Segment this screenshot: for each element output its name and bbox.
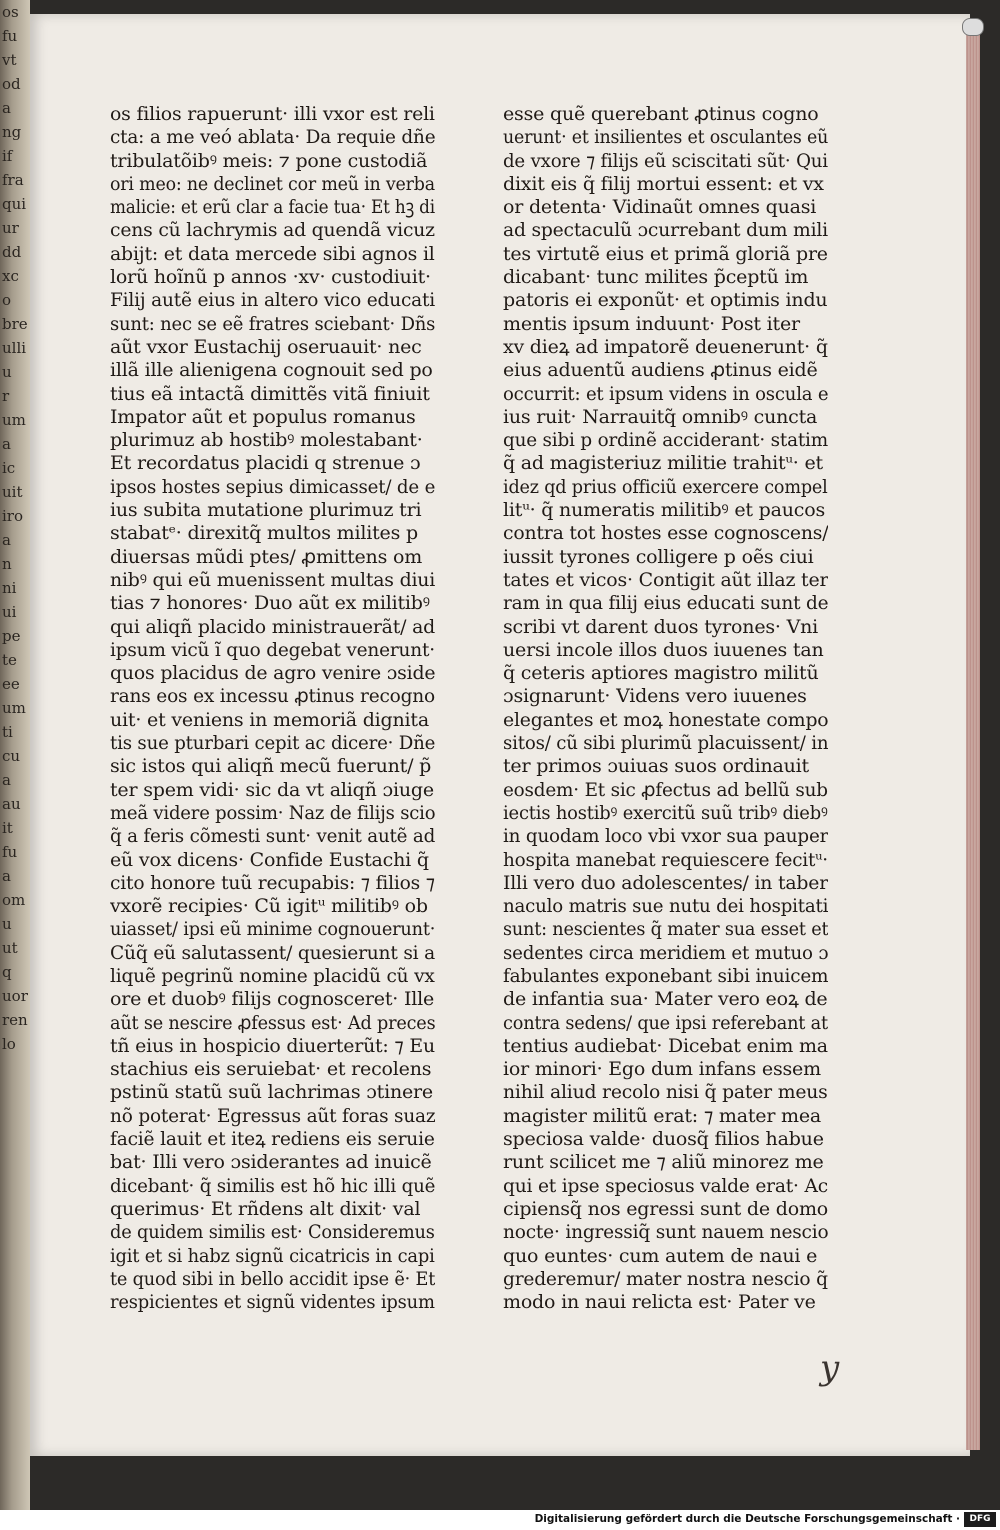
- facing-page-fragment: pe: [2, 627, 21, 645]
- text-line: te quod sibi in bello accidit ipse ẽ· Et: [110, 1267, 435, 1290]
- text-line: nocte· ingressiq̃ sunt nauem nescio: [503, 1221, 828, 1244]
- facing-page-fragment: qui: [2, 195, 27, 213]
- text-line: diuersas mũdi ptes/ ꝓmittens om: [110, 545, 423, 568]
- signature-mark: y: [820, 1348, 840, 1388]
- facing-page-fragment: q: [2, 963, 12, 981]
- text-line: Cũq̃ eũ salutassent/ quesierunt si a: [110, 941, 435, 964]
- text-line: elegantes et moꝝ honestate compo: [503, 708, 828, 731]
- facing-page-fragment: od: [2, 75, 21, 93]
- facing-page-fragment: a: [2, 531, 11, 549]
- text-line: bat· Illi vero ɔsiderantes ad inuicẽ: [110, 1151, 432, 1174]
- text-line: ter spem vidi· sic da vt aliqñ ɔiuge: [110, 778, 434, 801]
- text-line: sunt: nescientes q̃ mater sua esset et: [503, 918, 828, 941]
- text-line: vxorẽ recipies· Cũ igitᵘ militibꝰ ob: [110, 895, 428, 918]
- text-line: uit· et veniens in memoriã dignita: [110, 708, 429, 731]
- text-line: uerunt· et insilientes et osculantes eũ: [503, 126, 828, 149]
- text-line: lorũ hoĩnũ p annos ·xv· custodiuit·: [110, 266, 431, 289]
- text-line: mentis ipsum induunt· Post iter: [503, 312, 800, 335]
- text-line: ius subita mutatione plurimuz tri: [110, 499, 422, 522]
- text-line: naculo matris sue nutu dei hospitati: [503, 895, 828, 918]
- text-line: rans eos ex incessu ꝓtinus recogno: [110, 685, 435, 708]
- text-line: iussit tyrones colligere p oẽs ciui: [503, 545, 814, 568]
- text-line: cipiensq̃ nos egressi sunt de domo: [503, 1197, 828, 1220]
- text-column-left: [110, 103, 435, 1314]
- facing-page-fragment: ulli: [2, 339, 27, 357]
- text-line: contra tot hostes esse cognoscens/: [503, 522, 828, 545]
- text-line: liquẽ pegrinũ nomine placidũ cũ vx: [110, 964, 435, 987]
- text-line: scribi vt darent duos tyrones· Vni: [503, 615, 819, 638]
- text-line: tñ eius in hospicio diuerterũt: ⁊ Eu: [110, 1034, 435, 1057]
- text-line: pstinũ statũ suũ lachrimas ɔtinere: [110, 1081, 433, 1104]
- facing-page-fragment: ui: [2, 603, 17, 621]
- text-line: nihil aliud recolo nisi q̃ pater meus: [503, 1081, 828, 1104]
- text-line: aũt se nescire ꝓfessus est· Ad preces: [110, 1011, 435, 1034]
- funding-credit: Digitalisierung gefördert durch die Deutsche Forschungsgemeinschaft ·: [534, 1513, 960, 1525]
- text-line: cito honore tuũ recupabis: ⁊ filios ⁊: [110, 871, 435, 894]
- facing-page-fragment: vt: [2, 51, 17, 69]
- facing-page-fragment: a: [2, 771, 11, 789]
- text-line: faciẽ lauit et iteꝝ rediens eis seruie: [110, 1128, 435, 1151]
- text-line: nibꝰ qui eũ muenissent multas diui: [110, 568, 435, 591]
- text-line: tates et vicos· Contigit aũt illaz ter: [503, 568, 828, 591]
- text-line: que sibi p ordinẽ acciderant· statim: [503, 429, 828, 452]
- text-line: quos placidus de agro venire ɔside: [110, 662, 435, 685]
- text-line: stabatᵉ· direxitq̃ multos milites p: [110, 522, 418, 545]
- text-line: plurimuz ab hostibꝰ molestabant·: [110, 429, 423, 452]
- text-line: tius eã intactã dimittẽs vitã finiuit: [110, 382, 430, 405]
- text-line: eosdem· Et sic ꝓfectus ad bellũ sub: [503, 778, 828, 801]
- corner-tab-mark: [962, 18, 984, 36]
- facing-page-fragment: a: [2, 867, 11, 885]
- text-line: Et recordatus placidi q strenue ɔ: [110, 452, 421, 475]
- facing-page-fragment: ee: [2, 675, 20, 693]
- text-line: dicabant· tunc milites p̃ceptũ im: [503, 266, 809, 289]
- text-line: stachius eis seruiebat· et recolens: [110, 1058, 432, 1081]
- text-line: de quidem similis est· Consideremus: [110, 1221, 435, 1244]
- text-line: ipsos hostes sepius dimicasset/ de e: [110, 475, 435, 498]
- facing-page-fragment: dd: [2, 243, 22, 261]
- text-line: runt scilicet me ⁊ aliũ minorez me: [503, 1151, 824, 1174]
- text-line: malicie: et erũ clar a facie tua· Et hꝫ di: [110, 196, 435, 219]
- facing-page-fragment: ti: [2, 723, 13, 741]
- text-line: de vxore ⁊ filijs eũ sciscitati sũt· Qui: [503, 149, 828, 172]
- facing-page-fragment: a: [2, 435, 11, 453]
- dfg-logo: DFG: [964, 1512, 996, 1527]
- text-line: fabulantes exponebant sibi inuicem: [503, 964, 828, 987]
- facing-page-fragment: om: [2, 891, 26, 909]
- text-line: illã ille alienigena cognouit sed po: [110, 359, 433, 382]
- facing-page-fragment: uor: [2, 987, 28, 1005]
- text-line: uersi incole illos duos iuuenes tan: [503, 638, 824, 661]
- facing-page-fragment: it: [2, 819, 13, 837]
- text-line: igit et si habz signũ cicatricis in capi: [110, 1244, 435, 1267]
- text-line: aũt vxor Eustachij oseruauit· nec: [110, 335, 422, 358]
- facing-page-fragment: um: [2, 411, 26, 429]
- facing-page-fragment: o: [2, 291, 12, 309]
- text-line: esse quẽ querebant ꝓtinus cogno: [503, 103, 819, 125]
- text-line: magister militũ erat: ⁊ mater mea: [503, 1104, 822, 1127]
- facing-page-fragment: fu: [2, 27, 18, 45]
- text-line: contra sedens/ que ipsi referebant at: [503, 1011, 828, 1034]
- text-line: quo euntes· cum autem de naui e: [503, 1244, 818, 1267]
- text-line: or detenta· Vidinaũt omnes quasi: [503, 196, 817, 219]
- text-line: sedentes circa meridiem et mutuo ɔ: [503, 941, 828, 964]
- text-line: tes virtutẽ eius et primã gloriã pre: [503, 242, 828, 265]
- text-line: tias ⁊ honores· Duo aũt ex militibꝰ: [110, 592, 430, 615]
- text-line: eũ vox dicens· Confide Eustachi q̃: [110, 848, 429, 871]
- text-line: sic istos qui aliqñ mecũ fuerunt/ p̃: [110, 755, 432, 778]
- facing-page-fragment: bre: [2, 315, 28, 333]
- facing-page-fragment: au: [2, 795, 21, 813]
- text-line: speciosa valde· duosq̃ filios habue: [503, 1128, 824, 1151]
- text-line: dixit eis q̃ filij mortui essent: et vx: [503, 172, 824, 195]
- facing-page-fragment: fra: [2, 171, 24, 189]
- text-line: tentius audiebat· Dicebat enim ma: [503, 1034, 828, 1057]
- text-line: q̃ ceteris aptiores magistro militũ: [503, 662, 819, 685]
- text-line: ori meo: ne declinet cor meũ in verba: [110, 172, 435, 195]
- text-line: Impator aũt et populus romanus: [110, 405, 416, 428]
- text-line: sitos/ cũ sibi plurimũ placuissent/ in: [503, 732, 828, 755]
- facing-page-fragment: ni: [2, 579, 17, 597]
- facing-page-fragment: fu: [2, 843, 18, 861]
- text-line: q̃ a feris cõmesti sunt· venit autẽ ad: [110, 825, 435, 848]
- text-line: xv dieꝝ ad impatorẽ deuenerunt· q̃: [503, 335, 828, 358]
- text-line: patoris ei exponũt· et optimis indu: [503, 289, 828, 312]
- facing-page-fragment: ur: [2, 219, 19, 237]
- text-line: ior minori· Ego dum infans essem: [503, 1058, 821, 1081]
- text-line: modo in naui relicta est· Pater ve: [503, 1291, 816, 1314]
- text-line: ad spectaculũ ɔcurrebant dum mili: [503, 219, 828, 242]
- text-line: sunt: nec se eẽ fratres sciebant· Dñs: [110, 312, 435, 335]
- facing-page-fragment: lo: [2, 1035, 16, 1053]
- text-line: dicebant· q̃ similis est hõ hic illi quẽ: [110, 1174, 435, 1197]
- text-line: ɔsignarunt· Videns vero iuuenes: [503, 685, 807, 708]
- text-line: eius aduentũ audiens ꝓtinus eidẽ: [503, 359, 818, 382]
- text-line: meã videre possim· Naz de filijs scio: [110, 801, 435, 824]
- text-line: qui et ipse speciosus valde erat· Ac: [503, 1174, 828, 1197]
- facing-page-fragment: a: [2, 99, 11, 117]
- facing-page-fragment: ren: [2, 1011, 28, 1029]
- text-line: cta: a me veó ablata· Da requie dñe: [110, 126, 435, 149]
- text-line: qui aliqñ placido ministrauerãt/ ad: [110, 615, 435, 638]
- facing-page-fragment: um: [2, 699, 26, 717]
- facing-page-edge: [0, 0, 30, 1510]
- text-line: ius ruit· Narrauitq̃ omnibꝰ cuncta: [503, 405, 818, 428]
- facing-page-fragment: iro: [2, 507, 23, 525]
- facing-page-fragment: ic: [2, 459, 16, 477]
- facing-page-fragment: uit: [2, 483, 23, 501]
- text-line: Filij autẽ eius in altero vico educati: [110, 289, 435, 312]
- facing-page-fragment: u: [2, 915, 12, 933]
- text-column-right: [503, 103, 828, 1314]
- text-line: ram in qua filij eius educati sunt de: [503, 592, 828, 615]
- text-line: os filios rapuerunt· illi vxor est reli: [110, 103, 435, 125]
- text-line: tribulatõibꝰ meis: ⁊ pone custodiã: [110, 149, 428, 172]
- text-line: querimus· Et rñdens alt dixit· val: [110, 1197, 421, 1220]
- text-line: ipsum vicũ ĩ quo degebat venerunt·: [110, 638, 435, 661]
- text-line: idez qd prius officiũ exercere compel: [503, 475, 828, 498]
- text-line: ter primos ɔuiuas suos ordinauit: [503, 755, 809, 778]
- text-line: litᵘ· q̃ numeratis militibꝰ et paucos: [503, 499, 825, 522]
- text-line: tis sue pturbari cepit ac dicere· Dñe: [110, 732, 435, 755]
- text-line: iectis hostibꝰ exercitũ suũ tribꝰ diebꝰ: [503, 801, 828, 824]
- facing-page-fragment: cu: [2, 747, 21, 765]
- facing-page-fragment: os: [2, 3, 19, 21]
- footer-bar: [0, 1510, 1000, 1530]
- text-line: occurrit: et ipsum videns in oscula e: [503, 382, 828, 405]
- facing-page-fragment: if: [2, 147, 13, 165]
- facing-page-fragment: ut: [2, 939, 18, 957]
- text-line: ore et duobꝰ filijs cognosceret· Ille: [110, 988, 435, 1011]
- text-line: nõ poterat· Egressus aũt foras suaz: [110, 1104, 435, 1127]
- page-fore-edge: [966, 30, 980, 1450]
- text-line: hospita manebat requiescere fecitᵘ·: [503, 848, 828, 871]
- facing-page-fragment: te: [2, 651, 17, 669]
- text-line: de infantia sua· Mater vero eoꝝ de: [503, 988, 828, 1011]
- facing-page-fragment: xc: [2, 267, 19, 285]
- text-line: in quodam loco vbi vxor sua pauper: [503, 825, 828, 848]
- facing-page-fragment: n: [2, 555, 12, 573]
- facing-page-fragment: u: [2, 363, 12, 381]
- text-line: Illi vero duo adolescentes/ in taber: [503, 871, 828, 894]
- text-line: uiasset/ ipsi eũ minime cognouerunt·: [110, 918, 435, 941]
- text-line: cens cũ lachrymis ad quendã vicuz: [110, 219, 435, 242]
- text-line: grederemur/ mater nostra nescio q̃: [503, 1267, 828, 1290]
- facing-page-fragment: ng: [2, 123, 22, 141]
- facing-page-fragment: r: [2, 387, 10, 405]
- text-line: q̃ ad magisteriuz militie trahitᵘ· et: [503, 452, 823, 475]
- text-line: abijt: et data mercede sibi agnos il: [110, 242, 435, 265]
- text-line: respicientes et signũ videntes ipsum: [110, 1291, 435, 1314]
